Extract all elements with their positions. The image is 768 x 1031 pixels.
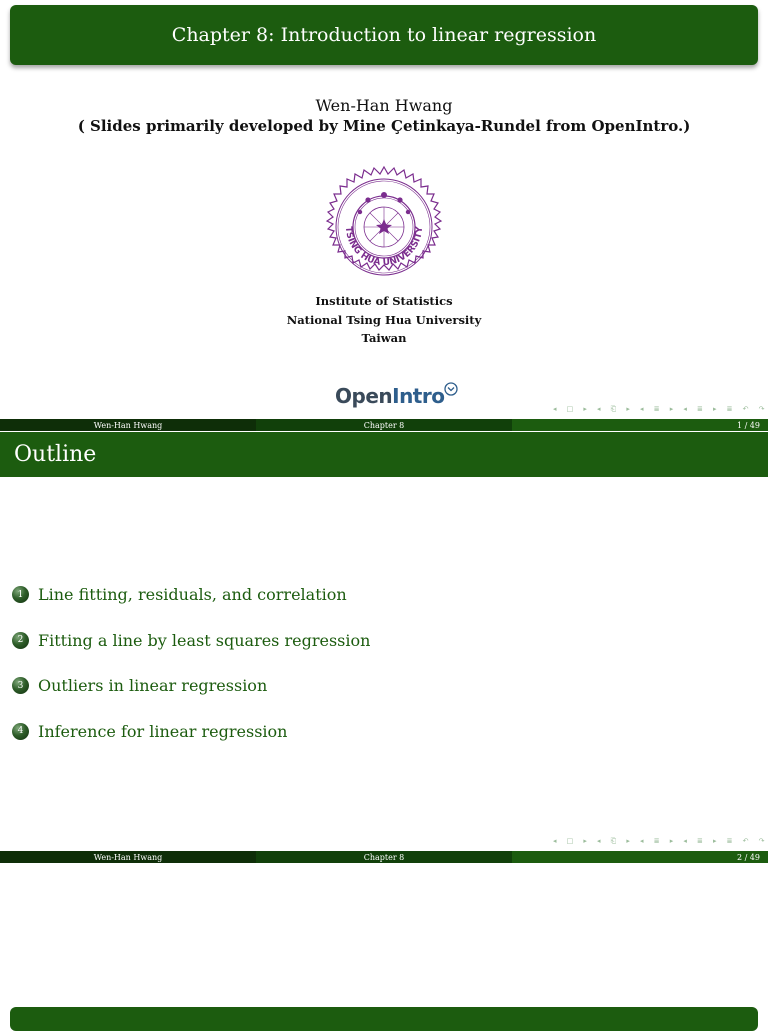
nav-next-icon[interactable]: ▸ [669,837,674,845]
slide-footer [0,851,768,863]
nav-document-icon[interactable]: ≣ [696,405,704,413]
nav-document-icon[interactable]: ≣ [696,837,704,845]
nav-back-icon[interactable]: ↶ [742,405,749,413]
section-number-ball: 4 [12,723,29,740]
nav-next-icon[interactable]: ▸ [712,837,717,845]
outline-item[interactable] [12,618,370,664]
logo-open-text: Open [335,384,393,408]
nav-prev-icon[interactable]: ◂ [597,837,602,845]
outline-item-label[interactable]: Outliers in linear regression [38,676,268,696]
nav-next-icon[interactable]: ▸ [583,405,588,413]
logo-intro-text: Intro [392,384,445,408]
beamer-navigation[interactable] [553,404,765,414]
nav-next-icon[interactable]: ▸ [669,405,674,413]
outline-list [12,572,370,754]
nav-next-icon[interactable]: ▸ [712,405,717,413]
nav-prev-icon[interactable]: ◂ [640,405,645,413]
nav-subsection-icon[interactable]: ⎗ [610,836,617,845]
slide-footer [0,419,768,431]
institute-name: Institute of Statistics [315,294,453,308]
nav-prev-icon[interactable]: ◂ [553,405,558,413]
university-seal-icon [322,165,446,289]
section-number-ball: 2 [12,632,29,649]
nav-next-icon[interactable]: ▸ [626,837,631,845]
footer-page-number: 1 / 49 [512,419,768,431]
outline-item[interactable] [12,663,370,709]
slide-title [10,5,758,65]
next-slide-title-bar [10,1007,758,1031]
seal-text: TSING HUA UNIVERSITY [342,226,426,269]
footer-chapter: Chapter 8 [256,419,512,431]
openintro-logo [335,381,458,411]
outline-item-label[interactable]: Fitting a line by least squares regression [38,630,371,650]
beamer-navigation[interactable] [553,836,765,846]
footer-page-number: 2 / 49 [512,851,768,863]
nav-forward-icon[interactable]: ↷ [758,837,765,845]
outline-slide [0,432,768,864]
nav-prev-icon[interactable]: ◂ [553,837,558,845]
nav-prev-icon[interactable]: ◂ [683,405,688,413]
nav-appendix-icon[interactable]: ≣ [726,837,733,845]
footer-chapter: Chapter 8 [256,851,512,863]
nav-subsection-icon[interactable]: ⎗ [610,404,617,413]
footer-author: Wen-Han Hwang [0,419,256,431]
nav-frame-icon[interactable]: □ [566,837,574,845]
footer-author: Wen-Han Hwang [0,851,256,863]
title-slide [0,0,768,432]
nav-prev-icon[interactable]: ◂ [683,837,688,845]
nav-next-icon[interactable]: ▸ [583,837,588,845]
section-number-ball: 3 [12,677,29,694]
section-number-ball: 1 [12,586,29,603]
nav-section-icon[interactable]: ≣ [653,405,661,413]
slide-credit: ( Slides primarily developed by Mine Çetinkaya-Rundel from OpenIntro.) [77,117,691,135]
nav-prev-icon[interactable]: ◂ [640,837,645,845]
logo-chevron-icon [444,382,458,396]
slide-title-text: Chapter 8: Introduction to linear regression [171,24,597,46]
outline-item[interactable] [12,572,370,618]
nav-section-icon[interactable]: ≣ [653,837,661,845]
author-name: Wen-Han Hwang [315,96,453,115]
nav-appendix-icon[interactable]: ≣ [726,405,733,413]
nav-frame-icon[interactable]: □ [566,405,574,413]
nav-prev-icon[interactable]: ◂ [597,405,602,413]
country-name: Taiwan [361,331,407,345]
nav-back-icon[interactable]: ↶ [742,837,749,845]
outline-item-label[interactable]: Line fitting, residuals, and correlation [38,585,347,605]
outline-item[interactable] [12,709,370,755]
university-name: National Tsing Hua University [286,313,482,327]
frame-title: Outline [0,432,768,477]
nav-forward-icon[interactable]: ↷ [758,405,765,413]
nav-next-icon[interactable]: ▸ [626,405,631,413]
outline-item-label[interactable]: Inference for linear regression [38,721,288,741]
